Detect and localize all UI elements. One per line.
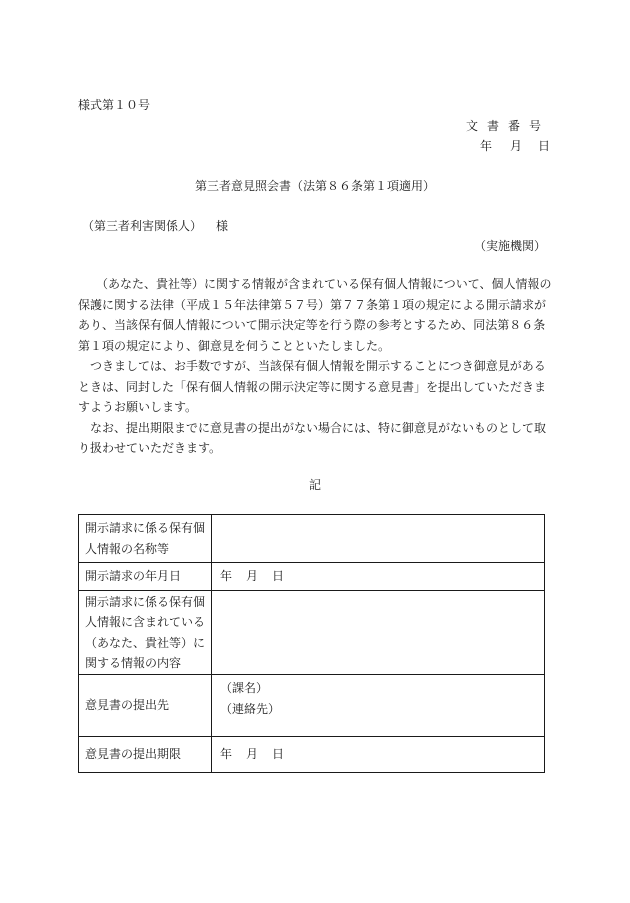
body-text xyxy=(78,274,552,459)
table-value-requested-info xyxy=(212,515,545,563)
table-row xyxy=(79,675,545,737)
request-date-year: 年 xyxy=(220,569,233,584)
addressee-name: （第三者利害関係人） xyxy=(82,219,203,233)
date-month: 月 xyxy=(509,139,522,153)
date-year: 年 xyxy=(479,139,492,153)
table-label-submission-dest: 意見書の提出先 xyxy=(79,675,212,737)
document-title: 第三者意見照会書（法第８６条第１項適用） xyxy=(194,179,435,193)
table-value-submission-dest xyxy=(212,675,545,737)
addressee xyxy=(82,218,228,234)
table-label-info-content: 開示請求に係る保有個人情報に含まれている（あなた、貴社等）に関する情報の内容 xyxy=(79,591,212,675)
table-value-info-content xyxy=(212,591,545,675)
ki-heading: 記 xyxy=(308,478,321,492)
body-paragraph-3: なお、提出期限までに意見書の提出がない場合には、特に御意見がないものとして取り扱わせていただきます。 xyxy=(78,420,547,455)
date-day: 日 xyxy=(537,139,550,153)
addressee-honorific: 様 xyxy=(216,219,229,233)
submission-contact: （連絡先） xyxy=(220,701,281,716)
table-row xyxy=(79,563,545,591)
body-paragraph-1: （あなた、貴社等）に関する情報が含まれている保有個人情報について、個人情報の保護に関する法律（平成１５年法律第５７号）第７７条第１項の規定による開示請求があり、当該保有個人情報について開示決定等を行う際の参考とするため、同法第８６条第１項の規定により、御意見を伺うことといたしました。 xyxy=(78,277,552,353)
info-table xyxy=(78,514,545,773)
table-row xyxy=(79,515,545,563)
deadline-month: 月 xyxy=(246,747,259,762)
agency: （実施機関） xyxy=(473,239,546,253)
table-label-requested-info: 開示請求に係る保有個人情報の名称等 xyxy=(79,515,212,563)
document-number-label: 文書番号 xyxy=(465,119,550,133)
submission-section: （課名） xyxy=(220,681,269,695)
request-date-day: 日 xyxy=(272,569,285,584)
deadline-day: 日 xyxy=(272,747,285,762)
body-paragraph-2: つきましては、お手数ですが、当該保有個人情報を開示することにつき御意見があるときは、同封した「保有個人情報の開示決定等に関する意見書」を提出していただきますようお願いします。 xyxy=(78,359,547,414)
request-date-month: 月 xyxy=(246,569,259,584)
table-value-request-date xyxy=(212,563,545,591)
table-label-submission-deadline: 意見書の提出期限 xyxy=(79,737,212,773)
deadline-year: 年 xyxy=(220,747,233,762)
table-row xyxy=(79,591,545,675)
table-value-submission-deadline xyxy=(212,737,545,773)
document-date xyxy=(462,138,550,154)
table-row xyxy=(79,737,545,773)
table-label-request-date: 開示請求の年月日 xyxy=(79,563,212,591)
form-number: 様式第１０号 xyxy=(78,98,151,112)
